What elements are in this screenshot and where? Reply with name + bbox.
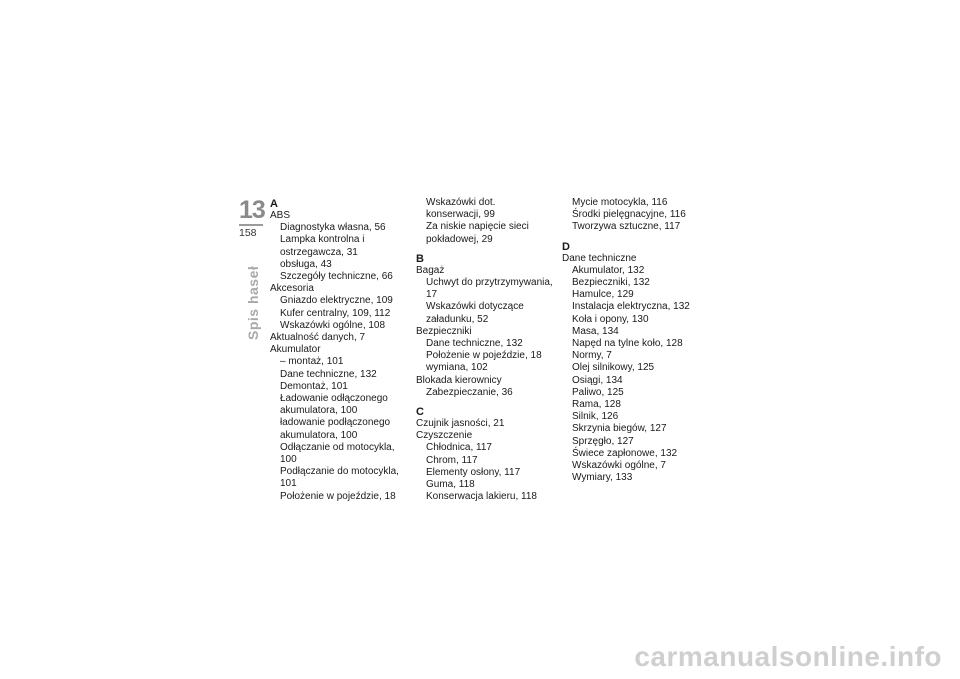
index-subentry: Instalacja elektryczna, 132 xyxy=(572,301,690,313)
index-subentry: Dane techniczne, 132 xyxy=(280,368,377,380)
index-term: Aktualność danych, 7 xyxy=(270,332,366,344)
index-subentry: Położenie w pojeździe, 18 xyxy=(426,350,542,362)
index-letter-heading: B xyxy=(416,252,424,265)
index-term: Bezpieczniki xyxy=(416,325,472,337)
index-subentry: Świece zapłonowe, 132 xyxy=(572,447,678,459)
index-subentry: Silnik, 126 xyxy=(572,411,619,423)
index-column-3 xyxy=(562,197,702,484)
index-subentry: – montaż, 101 xyxy=(280,356,344,368)
section-gap xyxy=(562,234,702,240)
index-subentry: Wskazówki dot. xyxy=(426,197,496,208)
index-subentry: konserwacji, 99 xyxy=(426,209,495,221)
index-subentry: Gniazdo elektryczne, 109 xyxy=(280,295,393,307)
index-letter-heading: C xyxy=(416,406,424,419)
index-term: Akumulator xyxy=(270,344,321,356)
index-subentry: Środki pielęgnacyjne, 116 xyxy=(572,209,686,221)
index-subentry: ostrzegawcza, 31 xyxy=(280,246,358,258)
index-subentry: Skrzynia biegów, 127 xyxy=(572,423,667,435)
index-subentry: Dane techniczne, 132 xyxy=(426,338,523,350)
index-subentry: Napęd na tylne koło, 128 xyxy=(572,338,683,350)
index-subentry: Szczegóły techniczne, 66 xyxy=(280,271,393,283)
index-subentry: Osiągi, 134 xyxy=(572,374,623,386)
index-subentry: Kufer centralny, 109, 112 xyxy=(280,307,391,319)
index-subentry: wymiana, 102 xyxy=(426,362,488,374)
index-subentry: Położenie w pojeździe, 18 xyxy=(280,490,396,502)
index-subentry: Masa, 134 xyxy=(572,325,619,337)
index-subentry: Wskazówki ogólne, 108 xyxy=(280,319,386,331)
chapter-marker xyxy=(239,198,265,239)
index-subentry: Zabezpieczanie, 36 xyxy=(426,386,513,398)
index-subentry: akumulatora, 100 xyxy=(280,429,358,441)
index-subentry: załadunku, 52 xyxy=(426,313,489,325)
index-subentry: obsługa, 43 xyxy=(280,258,332,270)
index-subentry: Sprzęgło, 127 xyxy=(572,435,634,447)
index-term: Bagaż xyxy=(416,264,445,276)
index-subentry: Demontaż, 101 xyxy=(280,380,348,392)
index-subentry: Chrom, 117 xyxy=(426,454,478,466)
index-subentry: Uchwyt do przytrzymywania, 17 xyxy=(426,277,553,301)
index-term: Akcesoria xyxy=(270,283,314,295)
chapter-number: 13 xyxy=(239,196,265,224)
index-subentry: Koła i opony, 130 xyxy=(572,313,649,325)
index-subentry: Za niskie napięcie sieci xyxy=(426,221,529,233)
index-term: Dane techniczne xyxy=(562,252,637,264)
index-subentry: Rama, 128 xyxy=(572,399,621,411)
section-gap xyxy=(416,246,556,252)
index-subentry: Wskazówki dotyczące xyxy=(426,301,524,313)
index-subentry: Normy, 7 xyxy=(572,350,612,362)
index-term: Blokada kierownicy xyxy=(416,374,502,386)
index-subentry: Bezpieczniki, 132 xyxy=(572,277,650,289)
index-letter-heading: A xyxy=(270,198,278,210)
page-number: 158 xyxy=(239,227,257,239)
index-column-2 xyxy=(416,197,556,503)
index-subentry: Odłączanie od motocykla, 100 xyxy=(280,441,395,466)
index-column-1 xyxy=(270,197,410,503)
section-title: Spis haseł xyxy=(245,265,261,340)
index-subentry: Lampka kontrolna i xyxy=(280,234,365,246)
index-subentry: akumulatora, 100 xyxy=(280,405,358,417)
index-subentry: Diagnostyka własna, 56 xyxy=(280,222,386,234)
index-subentry: Wskazówki ogólne, 7 xyxy=(572,460,666,472)
index-subentry: pokładowej, 29 xyxy=(426,233,493,245)
index-letter-heading: D xyxy=(562,240,570,253)
index-subentry: Konserwacja lakieru, 118 xyxy=(426,491,537,503)
index-term: Czujnik jasności, 21 xyxy=(416,418,505,430)
chapter-divider xyxy=(239,224,263,226)
index-subentry: Hamulce, 129 xyxy=(572,289,634,301)
index-subentry: Elementy osłony, 117 xyxy=(426,466,521,478)
index-subentry: Guma, 118 xyxy=(426,479,475,491)
index-term: ABS xyxy=(270,210,291,221)
index-subentry: Tworzywa sztuczne, 117 xyxy=(572,221,681,233)
index-subentry: Ładowanie odłączonego xyxy=(280,393,388,405)
index-subentry: Wymiary, 133 xyxy=(572,472,633,484)
index-subentry: Mycie motocykla, 116 xyxy=(572,197,668,208)
index-subentry: Olej silnikowy, 125 xyxy=(572,362,655,374)
index-subentry: Chłodnica, 117 xyxy=(426,442,492,454)
section-gap xyxy=(416,399,556,405)
index-subentry: Paliwo, 125 xyxy=(572,386,624,398)
index-subentry: ładowanie podłączonego xyxy=(280,417,391,429)
index-subentry: Akumulator, 132 xyxy=(572,264,645,276)
index-term: Czyszczenie xyxy=(416,430,473,442)
watermark: carmanualsonline.info xyxy=(634,641,942,672)
index-subentry: Podłączanie do motocykla, 101 xyxy=(280,466,399,490)
